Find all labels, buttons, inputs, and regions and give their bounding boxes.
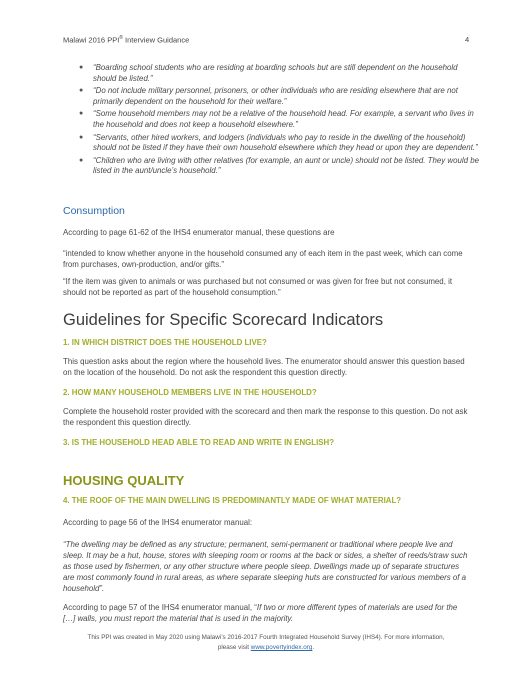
housing-quality-heading: HOUSING QUALITY xyxy=(63,473,185,488)
list-item: ● “Some household members may not be a relative of the household head. For example, a servant who lives in the household and does not keep a household elsewhere.” xyxy=(79,109,474,129)
question-3-heading: 3. IS THE HOUSEHOLD HEAD ABLE TO READ AND WRITE IN ENGLISH? xyxy=(63,438,335,447)
bullet-icon: ● xyxy=(79,110,84,118)
question-1-text: This question asks about the region where the household lives. The enumerator should answer this question based on the location of the household. Do not ask the respondent this question directly. xyxy=(63,357,465,377)
housing-paragraph-3: According to page 57 of the IHS4 enumerator manual, “If two or more different types of materials are used for the […] walls, you must report the material that is used in the majority. xyxy=(63,603,458,623)
list-item: ● “Do not include military personnel, prisoners, or other individuals who are residing elsewhere that are not primarily dependent on the household for their welfare.” xyxy=(79,86,458,106)
consumption-heading: Consumption xyxy=(63,205,125,217)
bullet-icon: ● xyxy=(79,133,84,141)
footer xyxy=(40,633,492,653)
consumption-paragraph-3: “If the item was given to animals or was purchased but not consumed or was given for free but not consumed, it should not be reported as part of the household consumption.” xyxy=(63,277,453,297)
question-2-heading: 2. HOW MANY HOUSEHOLD MEMBERS LIVE IN THE HOUSEHOLD? xyxy=(63,388,317,397)
bullet-icon: ● xyxy=(79,87,84,95)
question-2-text: Complete the household roster provided with the scorecard and then mark the response to this question. Do not ask the respondent this question directly. xyxy=(63,407,468,427)
consumption-paragraph-1: According to page 61-62 of the IHS4 enumerator manual, these questions are xyxy=(63,228,335,237)
header-title: Malawi 2016 PPI® Interview Guidance xyxy=(63,35,190,45)
housing-quote: “The dwelling may be defined as any structure; permanent, semi-permanent or traditional where people live and sleep. It may be a hut, house, stores with sleeping room or rooms at the back or sides, a shelter of reeds/straw such as those used by fishermen, or any other structure where people sleep. Dwellings made up of separate structures are most commonly found in rural areas, as where separate sleeping huts are constructed for various members of a household”. xyxy=(63,540,468,593)
bullet-icon: ● xyxy=(79,64,84,71)
list-item: ● “Boarding school students who are residing at boarding schools but are still dependent on the household should be listed.” xyxy=(79,63,458,83)
consumption-paragraph-2: “intended to know whether anyone in the household consumed any of each item in the past week, which can come from purchases, own-production, and/or gifts.” xyxy=(63,249,463,269)
list-item: ● “Children who are living with other relatives (for example, an aunt or uncle) should not be listed. They would be listed in the aunt/uncle’s household.” xyxy=(79,155,479,176)
question-4-heading: 4. THE ROOF OF THE MAIN DWELLING IS PREDOMINANTLY MADE OF WHAT MATERIAL? xyxy=(63,496,402,505)
povertyindex-link[interactable]: www.povertyindex.org xyxy=(250,644,313,651)
footer-line-2: please visit www.povertyindex.org. xyxy=(217,644,315,651)
bullet-icon: ● xyxy=(79,156,84,164)
guidelines-heading: Guidelines for Specific Scorecard Indicators xyxy=(63,311,384,329)
bullet-list xyxy=(79,63,479,179)
list-item: ● “Servants, other hired workers, and lodgers (individuals who pay to reside in the dwelling of the household) should not be listed if they have their own household elsewhere which they head or upon they are dependent.” xyxy=(79,132,478,153)
page-number: 4 xyxy=(465,35,470,44)
footer-line-1: This PPI was created in May 2020 using Malawi’s 2016-2017 Fourth Integrated Household Survey (IHS4). For more information, xyxy=(87,634,445,641)
question-1-heading: 1. IN WHICH DISTRICT DOES THE HOUSEHOLD LIVE? xyxy=(63,338,267,347)
housing-paragraph-1: According to page 56 of the IHS4 enumerator manual: xyxy=(63,518,253,527)
